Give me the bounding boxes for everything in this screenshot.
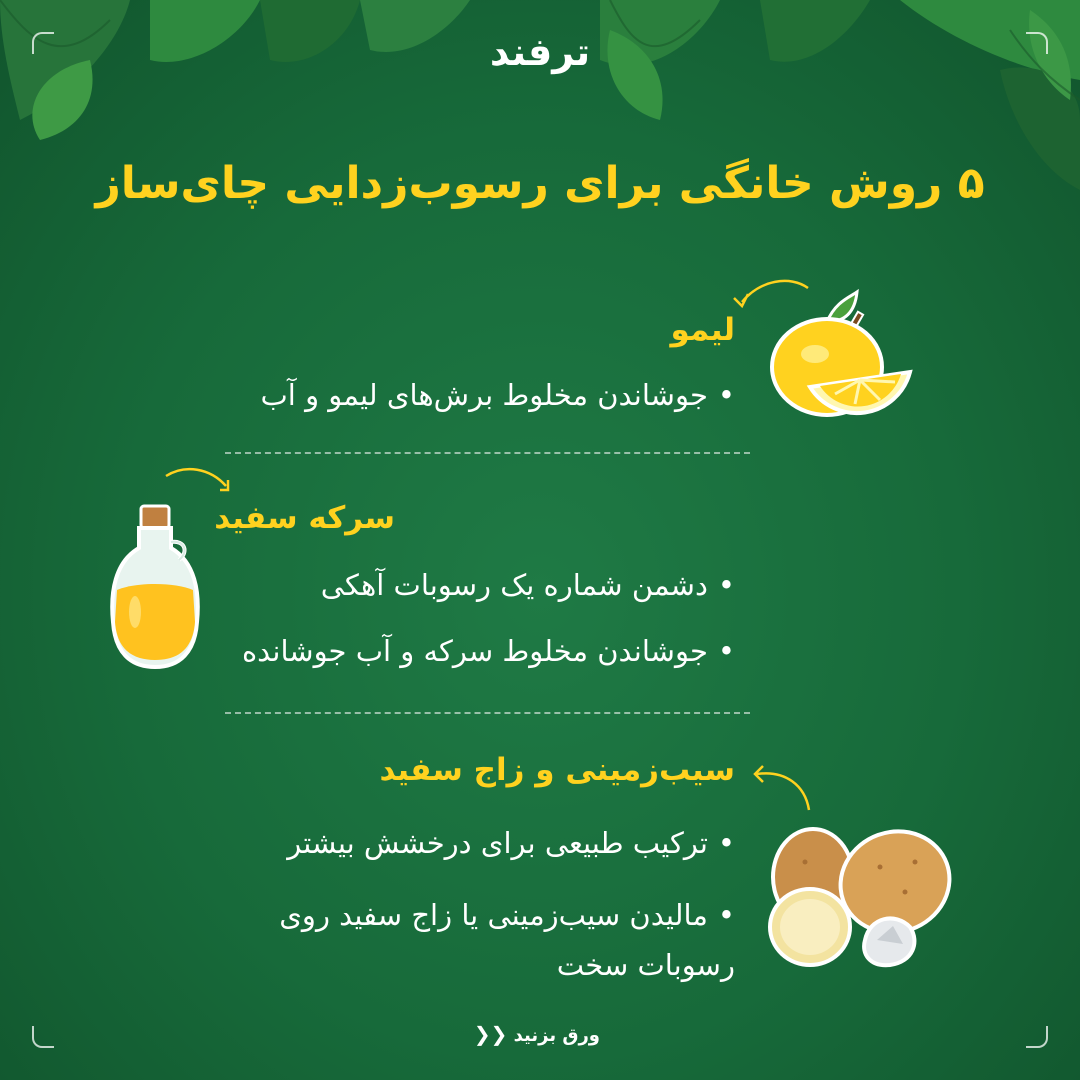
swipe-hint[interactable] xyxy=(430,1022,600,1046)
potato-bullet-1: • ترکیب طبیعی برای درخشش بیشتر xyxy=(215,818,735,868)
section-divider xyxy=(225,712,750,714)
corner-frame-bottom-right xyxy=(1026,1026,1048,1048)
vinegar-bottle-image xyxy=(105,502,205,672)
vinegar-bullet-2: • جوشاندن مخلوط سرکه و آب جوشانده xyxy=(215,626,735,676)
swipe-hint-label: ورق بزنید xyxy=(513,1025,600,1046)
lemon-image xyxy=(765,282,915,422)
potato-alum-image xyxy=(765,822,960,972)
curved-arrow-icon xyxy=(160,462,240,502)
section-heading-lemon: لیمو xyxy=(670,312,735,348)
lemon-bullet-1: • جوشاندن مخلوط برش‌های لیمو و آب xyxy=(215,370,735,420)
brand-logo: ترفند xyxy=(489,30,591,74)
corner-frame-bottom-left xyxy=(32,1026,54,1048)
vinegar-bullet-1: • دشمن شماره یک رسوبات آهکی xyxy=(215,560,735,610)
curved-arrow-icon xyxy=(745,760,815,815)
section-heading-potato-alum: سیب‌زمینی و زاج سفید xyxy=(379,752,735,788)
section-divider xyxy=(225,452,750,454)
page-title: ۵ روش خانگی برای رسوب‌زدایی چای‌ساز xyxy=(95,158,985,209)
section-heading-vinegar: سرکه سفید xyxy=(214,500,395,536)
potato-bullet-2: • مالیدن سیب‌زمینی یا زاج سفید روی رسوبات سخت xyxy=(215,890,735,990)
double-chevron-icon: ❮❮ xyxy=(473,1022,508,1046)
